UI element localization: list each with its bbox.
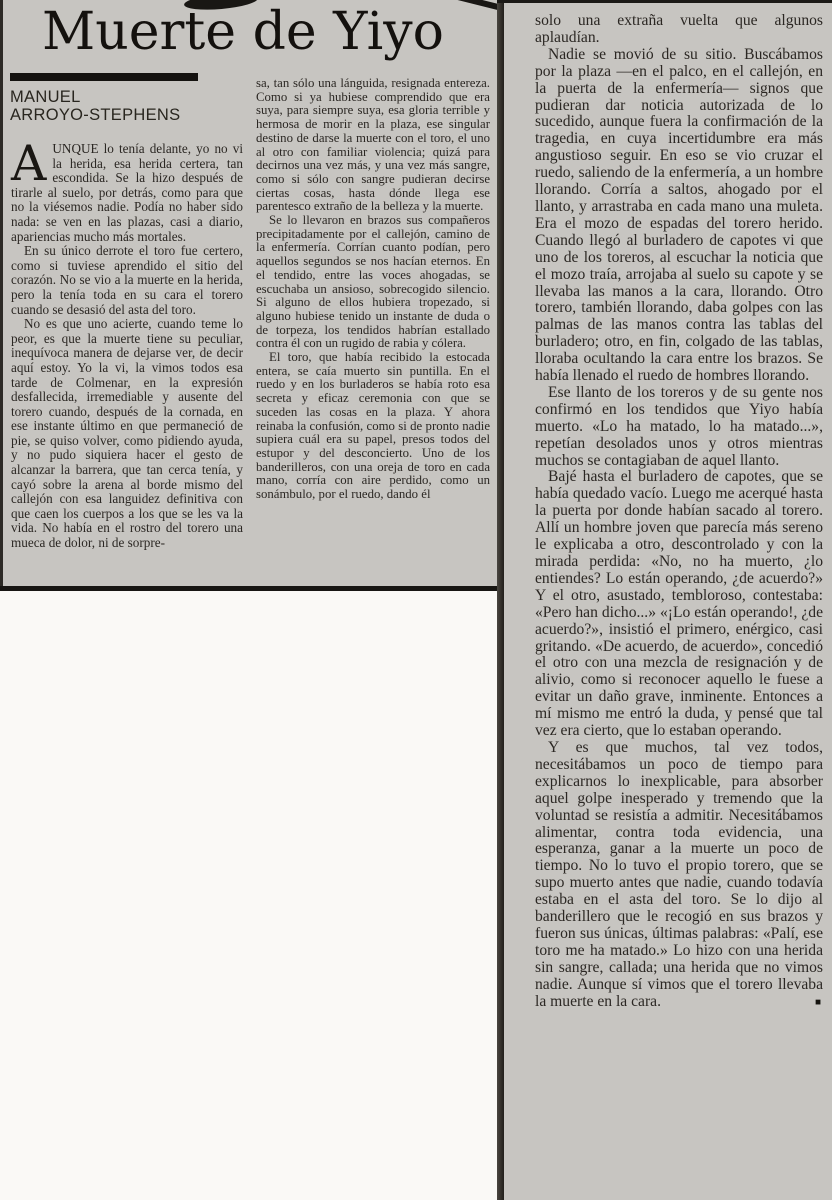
paragraph: Ese llanto de los toreros y de su gente nos confirmó en los tendidos que Yiyo había muerto. «Lo ha matado, lo ha matado...», repetían desolados unos y otros mientras muchos se contagiaban de aquel llanto.: [535, 383, 823, 469]
paragraph: No es que uno acierte, cuando teme lo peor, es que la muerte tiene su peculiar, inequívoca manera de dejarse ver, de decir aquí estoy. Yo la vi, la vimos todos esa tarde de Colmenar, en la expresión desfallecida, irremediable y ausente del torero cuando, después de la cornada, en ese instante último en que permaneció de pie, se quiso volver, como pidiendo ayuda, y no pudo siquiera hacer el gesto de alcanzar la barrera, que tan cerca tenía, y cayó sobre la arena al borde mismo del callejón con esa languidez definitiva con que caen los cuerpos a los que se les va la vida. No había en el rostro del torero una mueca de dolor, ni de sorpre-: [11, 316, 243, 551]
column-right: [535, 13, 823, 1010]
page-title: Muerte de Yiyo: [42, 2, 444, 62]
left-edge-rule: [0, 0, 3, 591]
paragraph: En su único derrote el toro fue certero, como si tuviese aprendido el sitio del corazón. No se vio a la muerte en la herida, pero la tenía toda en su cara el torero cuando se desasió del asta del toro.: [11, 243, 243, 317]
paragraph: Se lo llevaron en brazos sus compañeros precipitadamente por el callejón, camino de la enfermería. Corrían cuanto podían, pero aquellos segundos se nos hacían eternos. En el tendido, entre las voces ahogadas, se escuchaba un ansioso, sobrecogido silencio. Si alguno de ellos hubiera tropezado, si alguno hubiese tenido un instante de duda o de torpeza, los tendidos habrían estallado contra él con un rugido de rabia y cólera.: [256, 213, 490, 351]
article-right-block: [497, 0, 832, 1200]
paragraph: [535, 740, 823, 1011]
column-left: [11, 135, 243, 551]
article-top-block: [0, 0, 497, 591]
byline-line2: ARROYO-STEPHENS: [10, 106, 181, 124]
paragraph: sa, tan sólo una lánguida, resignada entereza. Como si ya hubiese comprendido que era suya, para siempre suya, esa gloria terrible y hermosa de morir en la plaza, ese singular destino de darse la muerte con el toro, el uno al otro con familiar violencia; quizá para decirnos una vez más, y una vez más sangre, como si sólo con sangre pudieran decirse ciertas cosas, hasta dónde llega ese parentesco extraño de la belleza y la muerte.: [256, 76, 490, 214]
paragraph-text: Y es que muchos, tal vez todos, necesitábamos un poco de tiempo para explicarnos lo inexplicable, para absorber aquel golpe inesperado y tremendo que la voluntad se resistía a admitir. Necesitábamos alimentar, contra toda evidencia, una esperanza, ganar a la muerte un poco de tiempo. No lo tuvo el propio torero, que se supo muerto antes que nadie, cuando todavía estaba en el asta del toro. Se lo dijo al banderillero que le recogió en sus brazos y fueron sus únicas, últimas palabras: «Palí, ese toro me ha matado.» Lo hizo con una herida sin sangre, callada; una herida que no vimos nadie. Aunque sí vimos que el torero llevaba la muerte en la cara.: [535, 738, 823, 1010]
column-middle: [256, 77, 490, 502]
paragraph: Nadie se movió de su sitio. Buscábamos por la plaza —en el palco, en el callejón, en la puerta de la enfermería— signos que pudieran dar noticia autorizada de lo sucedido, aunque fuera la confirmación de la tragedia, en cuya incertidumbre era más angustioso seguir. En eso se vio cruzar el ruedo, saliendo de la enfermería, a un hombre llorando. Corría a saltos, ahogado por el llanto, y arrastraba en cada mano una muleta. Era el mozo de espadas del torero herido. Cuando llegó al burladero de capotes vi que uno de los toreros, al escuchar la noticia que el mozo traía, arrojaba al suelo su capote y se llevaba las manos a la cara, llorando. Otro torero, también llorando, daba golpes con las palmas de las manos contra las tablas del burladero; otro, en fin, colgado de las tablas, lloraba ocultando la cara entre los brazos. Se había llenado el ruedo de hombres llorando.: [535, 45, 823, 385]
title-rule: [10, 73, 198, 81]
paragraph: [11, 135, 243, 244]
bottom-rule: [0, 586, 497, 591]
byline-line1: MANUEL: [10, 88, 81, 106]
column-separator-rule: [497, 3, 504, 1200]
byline: [10, 88, 180, 124]
paragraph: Bajé hasta el burladero de capotes, que se había quedado vacío. Luego me acerqué hasta la puerta por donde habían sacado al torero. Allí un hombre joven que parecía más sereno le explicaba a otro, descontrolado y con la mirada perdida: «No, no ha muerto, ¿lo entiendes? Lo están operando, ¿de acuerdo?» Y el otro, asustado, tembloroso, contestaba: «Pero han dicho...» «¡Lo están operando!, ¿de acuerdo?», insistió el primero, enérgico, casi gritando. «De acuerdo, de acuerdo», concedió el otro con una mezcla de resignación y de alivio, como si reconocer aquello le fuese a evitar un daño grave, inminente. Entonces a mí mismo me entró la duda, y pensé que tal vez era cierto, que lo estaban operando.: [535, 468, 823, 740]
paragraph: El toro, que había recibido la estocada entera, se caía muerto sin puntilla. En el ruedo y en los burladeros se había roto esa secreta y eficaz ceremonia con que se suceden las cosas en la plaza. Y ahora reinaba la confusión, como si de pronto nadie supiera cuál era su papel, presos todos del estupor y del desconcierto. Uno de los banderilleros, con una oreja de toro en cada mano, corría con aire perdido, como un sonámbulo, por el ruedo, dando él: [256, 350, 490, 502]
drop-cap: A: [11, 135, 47, 192]
paragraph: solo una extraña vuelta que algunos aplaudían.: [535, 12, 823, 46]
paragraph-text: UNQUE lo tenía delante, yo no vi la herida, esa herida certera, tan escondida. Se la hizo después de tirarle al suelo, por detrás, como para que no la viésemos nadie. Podía no haber sido nada: se ven en las plazas, casi a diario, apariencias mucho más mortales.: [11, 141, 243, 244]
cutoff-stroke-icon: [452, 0, 497, 11]
end-mark: ■: [814, 997, 821, 1009]
